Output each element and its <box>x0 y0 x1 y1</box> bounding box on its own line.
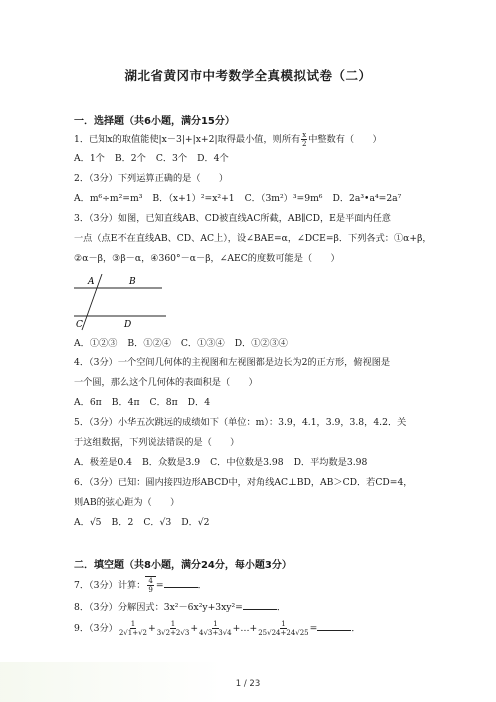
question-1-options <box>74 153 239 165</box>
option-a: A．①②③ <box>74 338 118 349</box>
page-number: 1 / 23 <box>235 679 261 689</box>
option-d: D．平均数是3.98 <box>293 457 368 468</box>
option-b: B．①②④ <box>127 338 171 349</box>
option-c: C．3个 <box>155 153 188 164</box>
question-5-line-2: 于这组数据，下列说法错误的是（ ） <box>74 437 240 448</box>
option-d: D．4 <box>187 397 211 408</box>
sqrt-fraction: $\frac{4}{9}$ <box>145 576 155 594</box>
question-3-line-3: ②α－β，③β－α，④360°－α－β，∠AEC的度数可能是（ ） <box>74 253 340 264</box>
answer-blank[interactable] <box>164 578 198 588</box>
question-4-options <box>74 397 220 409</box>
equals-sign: = <box>155 580 164 591</box>
option-c: C．中位数是3.98 <box>210 457 284 468</box>
option-d: D．2a³•a⁴=2a⁷ <box>332 193 402 204</box>
question-8-text: 8．（3分）分解因式：3x²－6x²y+3xy²= <box>74 602 243 613</box>
section-fill-heading: 二．填空题（共8小题，满分24分，每小题3分） <box>74 560 292 571</box>
question-6-options <box>74 517 220 529</box>
question-4-line-1: 4．（3分）一个空间几何体的主视图和左视图都是边长为2的正方形，俯视图是 <box>74 357 391 368</box>
option-a: A．m⁶÷m²=m³ <box>74 193 143 204</box>
parallel-lines-figure <box>74 274 174 332</box>
fraction-x-over-2: $\frac{x}{2}$ <box>301 131 307 148</box>
question-2: 2．（3分）下列运算正确的是（ ） <box>74 173 229 184</box>
option-b: B．4π <box>111 397 140 408</box>
question-3-options <box>74 338 298 350</box>
question-9-text: 9．（3分） <box>74 623 118 634</box>
option-b: B．（x+1）²=x²+1 <box>152 193 235 204</box>
question-2-options <box>74 193 411 205</box>
question-5-options <box>74 457 377 469</box>
option-b: B．众数是3.9 <box>142 457 201 468</box>
option-d: D．√2 <box>181 517 210 528</box>
fraction-term-1: $\frac{1}{2√1+√2}$ <box>118 620 147 637</box>
question-5-line-1: 5．（3分）小华五次跳远的成绩如下（单位：m）：3.9，4.1，3.9，3.8，4.2．关 <box>74 417 407 428</box>
option-b: B．2 <box>111 517 134 528</box>
label-d: D <box>124 320 132 330</box>
option-a: A．6π <box>74 397 102 408</box>
fraction-term-last: $\frac{1}{25√24+24√25}$ <box>258 620 309 637</box>
question-1-tail: 中整数有（ ） <box>308 134 382 145</box>
option-a: A．1个 <box>74 153 105 164</box>
question-7: 7．（3分）计算： $\frac{4}{9}$ = ． <box>74 577 207 594</box>
question-1 <box>74 131 382 148</box>
question-4-line-2: 一个圆，那么这个几何体的表面积是（ ） <box>74 377 258 388</box>
option-c: C．（3m²）³=9m⁶ <box>244 193 323 204</box>
label-a: A <box>88 277 95 287</box>
option-b: B．2个 <box>114 153 146 164</box>
question-6-line-1: 6．（3分）已知：圆内接四边形ABCD中，对角线AC⊥BD，AB＞CD．若CD=4， <box>74 477 413 488</box>
label-b: B <box>129 277 136 287</box>
option-c: C．8π <box>149 397 178 408</box>
question-3-line-1: 3．（3分）如图，已知直线AB、CD被直线AC所截，AB∥CD，E是平面内任意 <box>74 213 391 224</box>
question-6-line-2: 则AB的弦心距为（ ） <box>74 497 180 508</box>
question-3-line-2: 一点（点E不在直线AB、CD、AC上），设∠BAE=α，∠DCE=β．下列各式：①α+β， <box>74 233 432 244</box>
option-c: C．√3 <box>143 517 172 528</box>
question-9: 9．（3分） $\frac{1}{2√1+√2}$ + $\frac{1}{3√2+2√3}$ + $\frac{1}{4√3+3√4}$ +…+ $\frac{1}{25√24+24√25}$ = ． <box>74 620 361 637</box>
question-1-text: 1．已知x的取值能使|x－3|+|x+2|取得最小值，则所有 <box>74 134 301 145</box>
page-title: 湖北省黄冈市中考数学全真模拟试卷（二） <box>124 68 372 83</box>
section-choice-heading: 一．选择题（共6小题，满分15分） <box>74 116 235 127</box>
option-a: A．极差是0.4 <box>74 457 132 468</box>
option-d: D．①②③④ <box>234 338 288 349</box>
fraction-term-3: $\frac{1}{4√3+3√4}$ <box>199 620 232 637</box>
answer-blank[interactable] <box>317 621 351 631</box>
answer-blank[interactable] <box>243 600 277 610</box>
option-d: D．4个 <box>197 153 229 164</box>
option-c: C．①③④ <box>180 338 225 349</box>
option-a: A．√5 <box>74 517 102 528</box>
label-c: C <box>76 320 83 330</box>
question-7-text: 7．（3分）计算： <box>74 580 146 591</box>
fraction-term-2: $\frac{1}{3√2+2√3}$ <box>156 620 190 637</box>
question-8: 8．（3分）分解因式：3x²－6x²y+3xy²= ． <box>74 602 287 613</box>
